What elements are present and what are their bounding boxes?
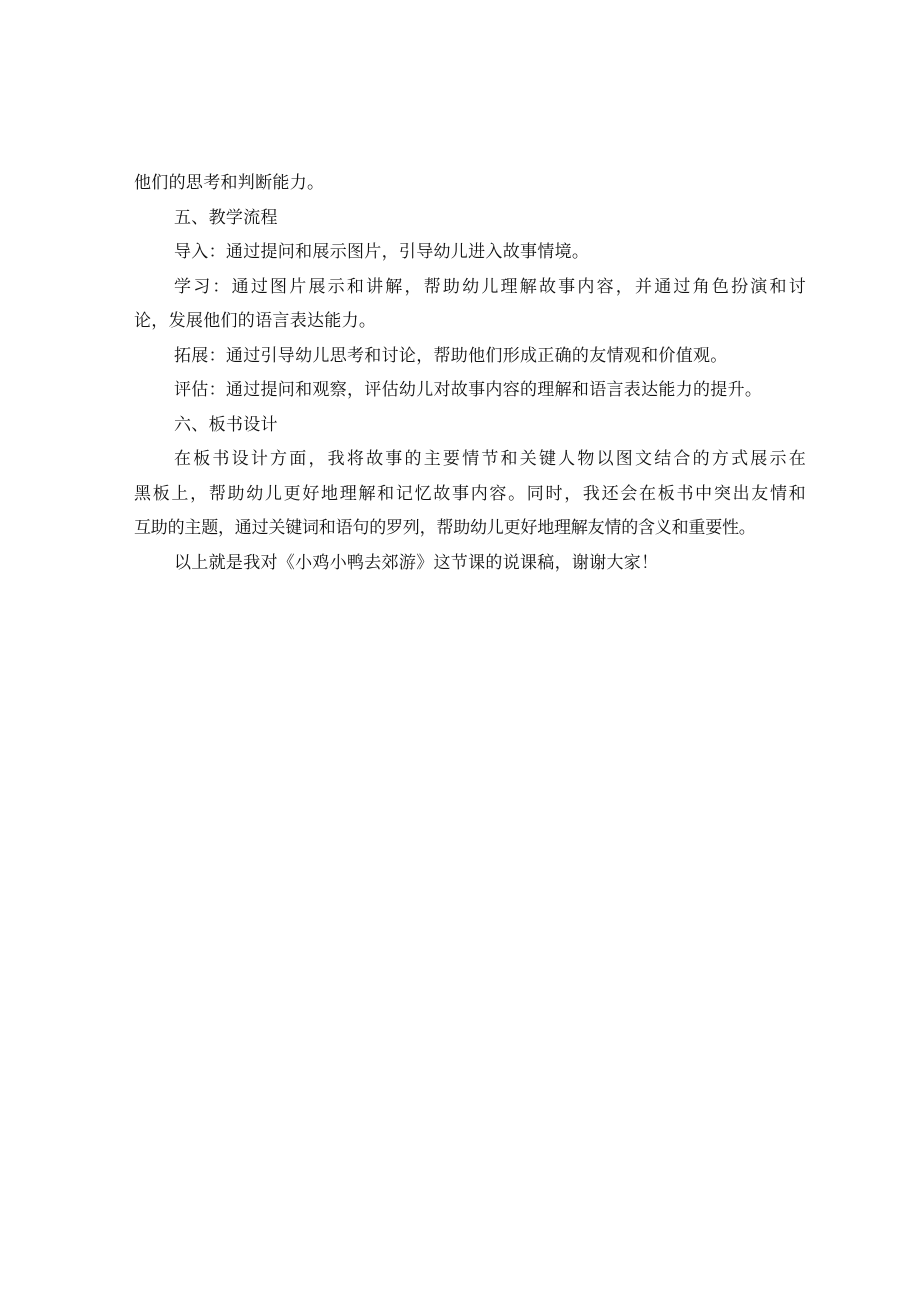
paragraph-evaluation: 评估：通过提问和观察，评估幼儿对故事内容的理解和语言表达能力的提升。 (174, 380, 763, 400)
paragraph-board-line2: 黑板上，帮助幼儿更好地理解和记忆故事内容。同时，我还会在板书中突出友情和 (134, 483, 806, 504)
closing-paragraph: 以上就是我对《小鸡小鸭去郊游》这节课的说课稿，谢谢大家！ (174, 552, 659, 573)
paragraph-introduction: 导入：通过提问和展示图片，引导幼儿进入故事情境。 (174, 242, 590, 262)
paragraph-board-line1: 在板书设计方面，我将故事的主要情节和关键人物以图文结合的方式展示在 (174, 449, 806, 469)
paragraph-study-line2: 论，发展他们的语言表达能力。 (134, 311, 377, 331)
paragraph-extension: 拓展：通过引导幼儿思考和讨论，帮助他们形成正确的友情观和价值观。 (174, 345, 728, 366)
paragraph-study-line1: 学习：通过图片展示和讲解，帮助幼儿理解故事内容，并通过角色扮演和讨 (174, 276, 806, 297)
section-heading-teaching-process: 五、教学流程 (174, 207, 278, 228)
section-heading-board-design: 六、板书设计 (174, 414, 278, 435)
paragraph-board-line3: 互助的主题，通过关键词和语句的罗列，帮助幼儿更好地理解友情的含义和重要性。 (134, 518, 756, 538)
continuation-line: 他们的思考和判断能力。 (134, 173, 325, 193)
document-body (134, 166, 806, 580)
